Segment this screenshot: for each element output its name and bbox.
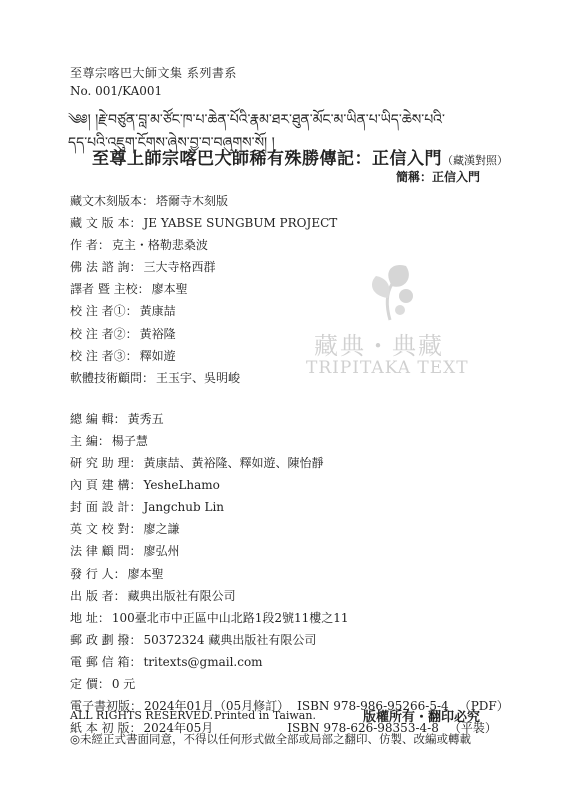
publication-row	[70, 518, 509, 540]
credits-list	[70, 190, 509, 739]
credit-row	[70, 278, 509, 300]
publication-row	[70, 474, 509, 496]
logo-english-text: TRIPITAKA TEXT	[306, 358, 469, 378]
reproduction-notice: ◎未經正式書面同意，不得以任何形式做全部或局部之翻印、仿製、改編或轉載	[70, 732, 472, 746]
publication-label: 研 究 助 理：	[70, 456, 142, 471]
publication-row	[70, 651, 509, 673]
credit-value: 黃康喆	[139, 304, 176, 319]
credit-label: 校 注 者③：	[70, 348, 138, 363]
publication-value: 廖本聖	[127, 566, 164, 581]
publication-row	[70, 408, 509, 430]
publication-value: tritexts@gmail.com	[143, 654, 263, 669]
publication-row	[70, 540, 509, 562]
publication-label: 地 址：	[70, 610, 110, 625]
credit-value: 釋如遊	[139, 348, 176, 363]
publication-label: 定 價：	[70, 676, 110, 691]
publication-label: 郵 政 劃 撥：	[70, 632, 142, 647]
credit-row	[70, 345, 509, 367]
credit-value: 三大寺格西群	[143, 260, 216, 275]
book-title	[92, 144, 508, 169]
credit-row	[70, 234, 509, 256]
book-title-main: 至尊上師宗喀巴大師稀有殊勝傳記：正信入門	[92, 149, 442, 169]
publication-value: YesheLhamo	[143, 478, 220, 493]
publication-value: 黃康喆、黃裕隆、釋如遊、陳怡靜	[143, 456, 324, 471]
edition-format: （PDF）	[458, 699, 509, 714]
publication-value: 0 元	[111, 676, 136, 691]
credit-value: 塔爾寺木刻版	[156, 194, 229, 208]
publication-row	[70, 452, 509, 474]
series-name: 至尊宗喀巴大師文集 系列書系	[70, 66, 237, 80]
credit-row	[70, 367, 509, 389]
publication-row	[70, 607, 509, 629]
publication-label: 電 郵 信 箱：	[70, 654, 142, 669]
publication-value: 50372324 藏典出版社有限公司	[143, 632, 317, 647]
credit-label: 藏 文 版 本：	[70, 216, 142, 231]
credit-label: 校 注 者②：	[70, 326, 138, 341]
publication-row	[70, 496, 509, 518]
publication-value: 100臺北市中正區中山北路1段2號11樓之11	[111, 610, 349, 625]
publication-value: 廖弘州	[143, 544, 180, 559]
credit-row	[70, 300, 509, 322]
short-title: 簡稱：正信入門	[395, 170, 480, 184]
edition-date: 2024年05月	[143, 721, 214, 736]
credit-row	[70, 190, 509, 212]
logo-chinese-text: 藏典・典藏	[314, 332, 444, 360]
publication-label: 法 律 顧 問：	[70, 544, 142, 559]
tibetan-title-line-1: ༄༅། །རྗེ་བཙུན་བླ་མ་ཙོང་ཁ་པ་ཆེན་པོའི་རྣམ་ཐར་ཐུན་མོང་མ་ཡིན་པ་ཡིད་ཆེས་པའི་	[68, 112, 445, 128]
credit-row	[70, 256, 509, 278]
credit-value: JE YABSE SUNGBUM PROJECT	[143, 216, 338, 231]
credit-row	[70, 323, 509, 345]
publication-row	[70, 430, 509, 452]
publication-label: 封 面 設 計：	[70, 500, 142, 515]
publication-value: 廖之謙	[143, 522, 180, 537]
credit-label: 作 者：	[70, 238, 110, 253]
publication-label: 英 文 校 對：	[70, 522, 142, 537]
publication-label: 出 版 者：	[70, 588, 126, 603]
edition-label: 紙 本 初 版：	[70, 721, 142, 736]
section-gap	[70, 389, 509, 408]
edition-isbn: ISBN 978-626-98353-4-8	[287, 721, 439, 736]
credit-label: 校 注 者①：	[70, 304, 138, 319]
printed-in: Printed in Taiwan.	[214, 709, 316, 722]
credit-label: 藏文木刻版本：	[70, 194, 155, 208]
credit-label: 譯者 暨 主校：	[70, 282, 150, 297]
credit-value: 克主・格勒悲桑波	[111, 238, 208, 253]
publication-label: 主 編：	[70, 433, 110, 448]
publication-label: 內 頁 建 構：	[70, 478, 142, 493]
edition-date: 2024年01月（05月修訂）	[144, 699, 290, 714]
edition-isbn: ISBN 978-986-95266-5-4	[297, 699, 449, 714]
series-number: No. 001/KA001	[70, 84, 163, 98]
publication-value: Jangchub Lin	[143, 500, 225, 515]
all-rights-reserved: ALL RIGHTS RESERVED.	[70, 709, 214, 722]
publication-row	[70, 585, 509, 607]
credit-row	[70, 212, 509, 234]
tibetan-title-line-2: དད་པའི་འཇུག་ངོགས་ཞེས་བྱ་བ་བཞུགས་སོ། །	[68, 135, 275, 151]
publication-value: 藏典出版社有限公司	[127, 588, 236, 603]
publication-label: 發 行 人：	[70, 566, 126, 581]
copyright-notice: 版權所有・翻印必究	[362, 710, 480, 725]
publication-label: 總 編 輯：	[70, 411, 126, 426]
credit-value: 廖本聖	[151, 282, 188, 297]
edition-label: 電子書初版：	[70, 699, 143, 714]
publication-row	[70, 673, 509, 695]
edition-format: （平裝）	[448, 721, 497, 736]
publication-row	[70, 629, 509, 651]
credit-label: 軟體技術顧問：	[70, 370, 155, 385]
credit-value: 黃裕隆	[139, 326, 176, 341]
publication-value: 楊子慧	[111, 433, 148, 448]
book-title-sub: （藏漢對照）	[442, 154, 508, 167]
credit-label: 佛 法 諮 詢：	[70, 260, 142, 275]
credit-value: 王玉宇、吳明峻	[156, 370, 241, 385]
publication-value: 黃秀五	[127, 411, 164, 426]
publication-row	[70, 563, 509, 585]
